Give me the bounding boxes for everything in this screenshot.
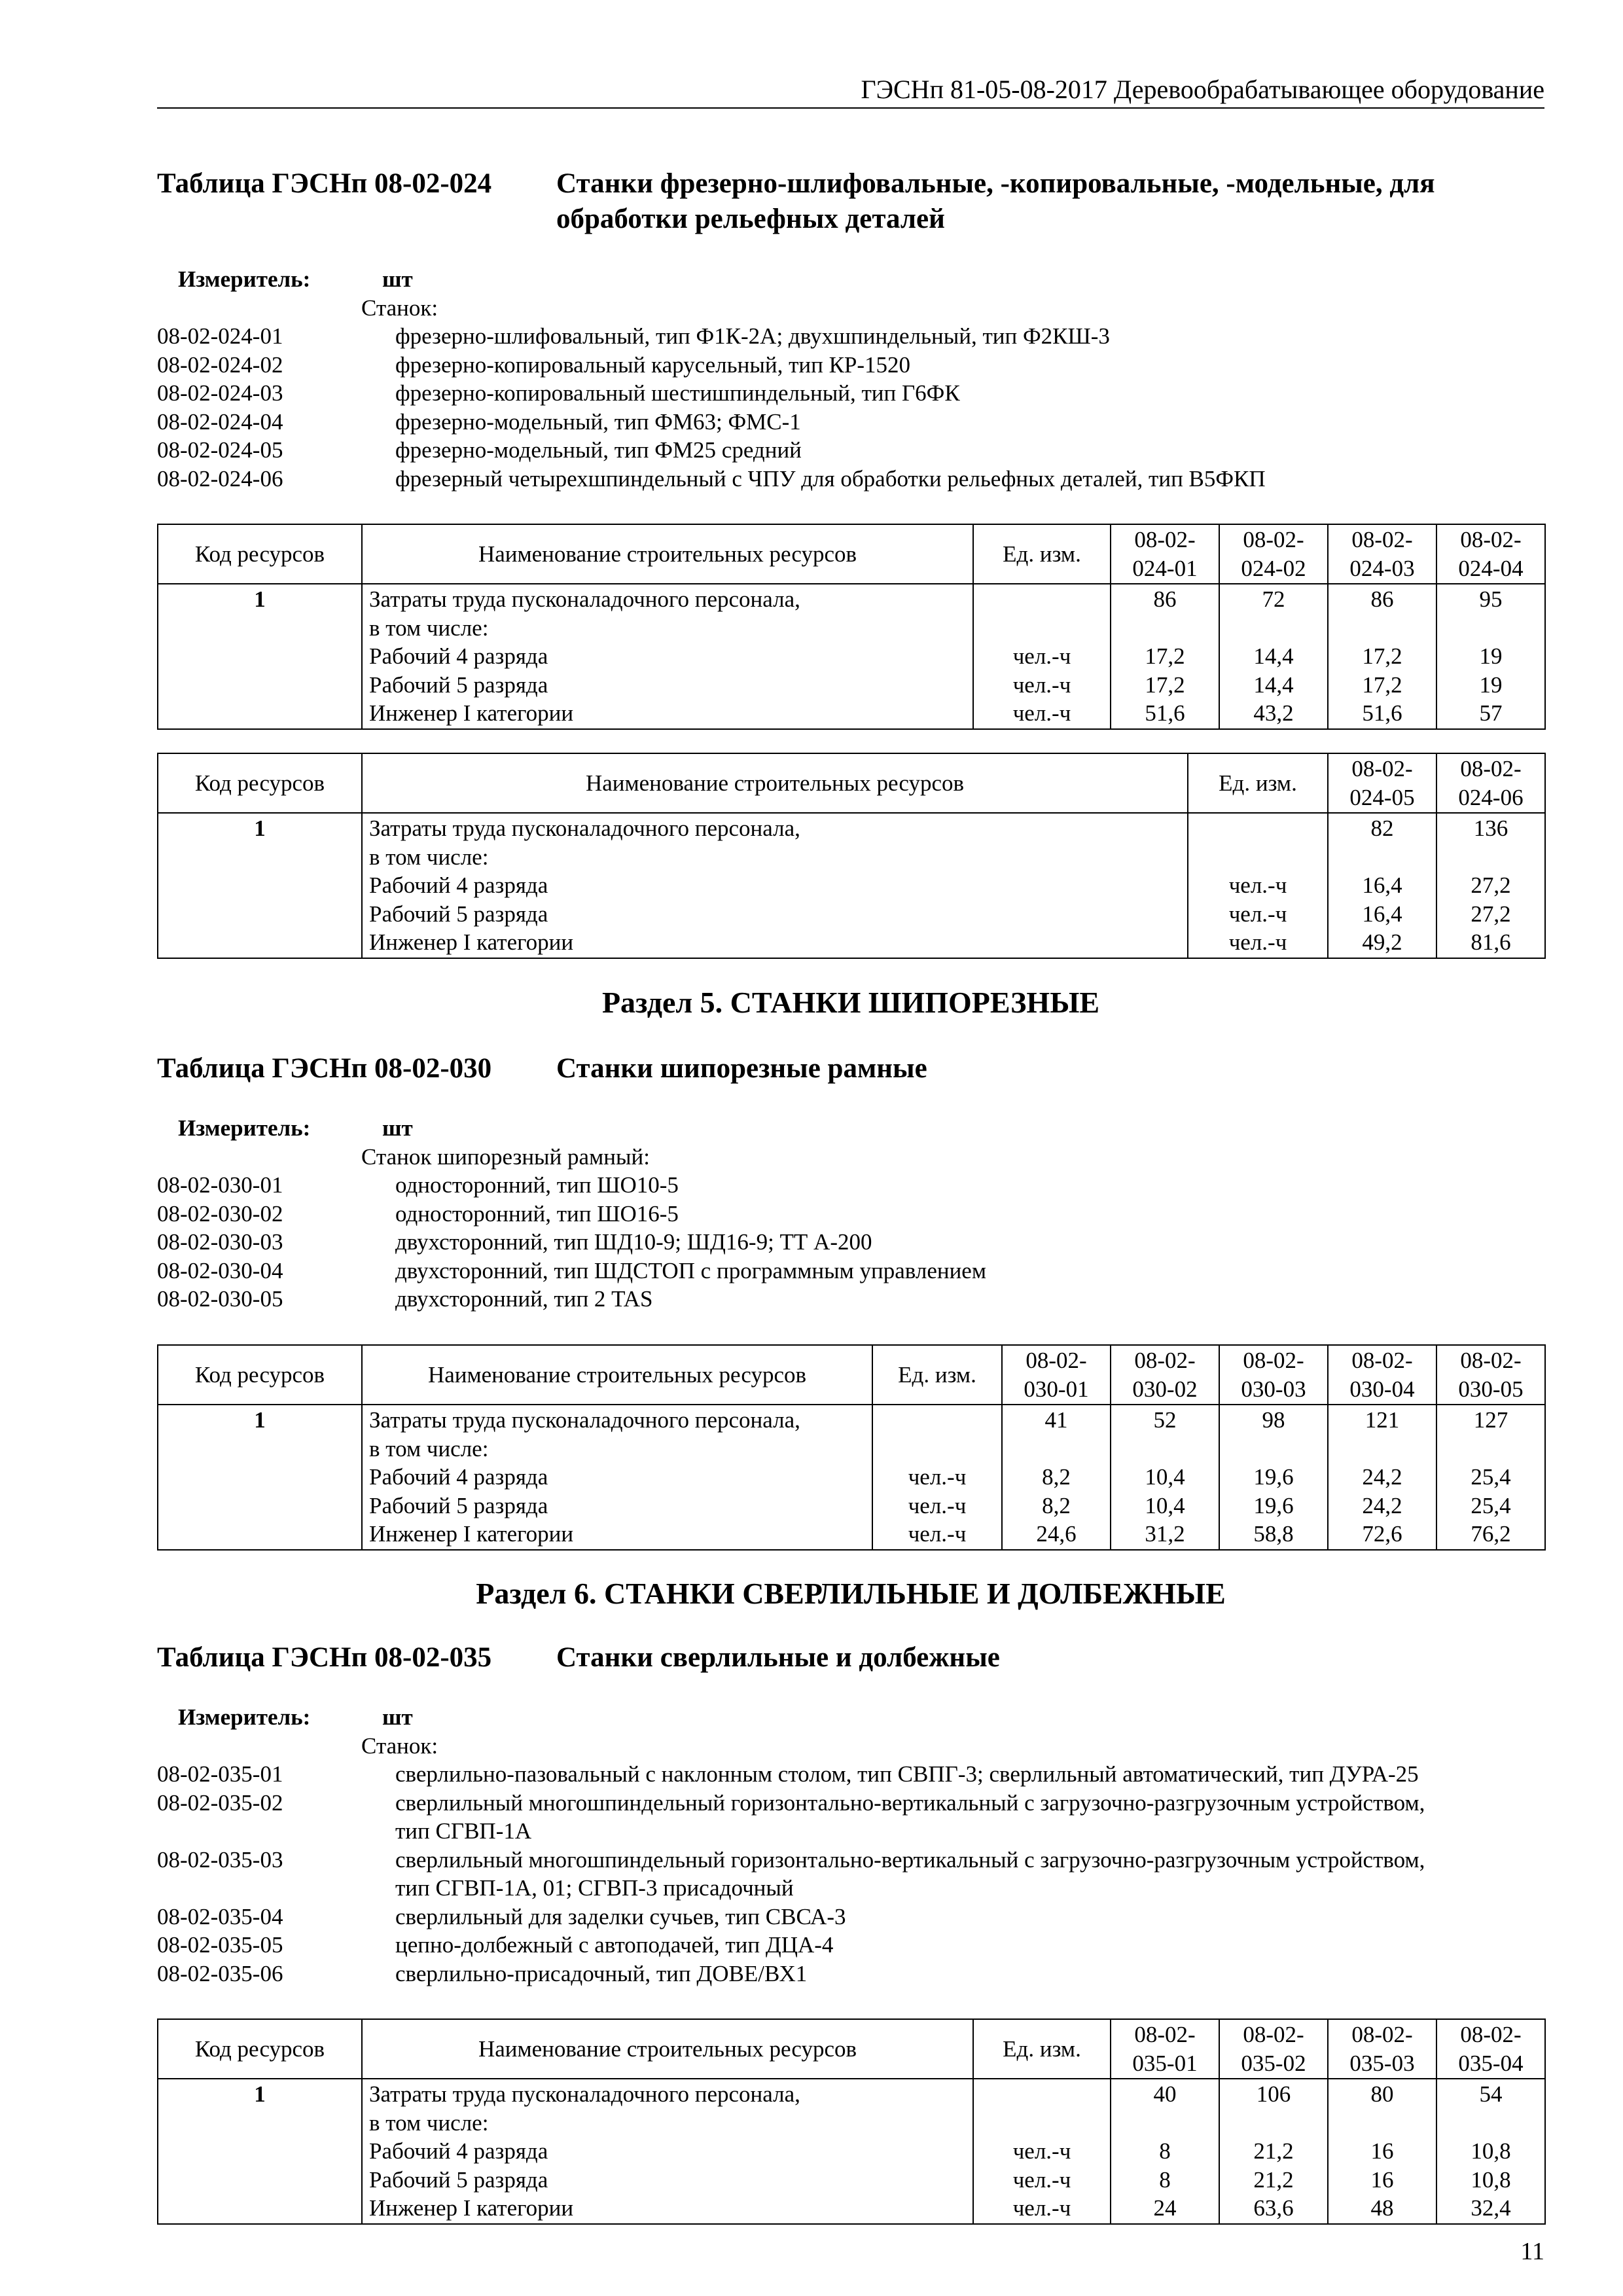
value-cell: 86 17,2 17,2 51,6 [1111, 584, 1219, 729]
table-030-meter [157, 1114, 1544, 1314]
table-row [158, 1405, 1545, 1550]
col-header: 08-02- 030-05 [1436, 1345, 1545, 1405]
col-header: 08-02- 024-01 [1111, 524, 1219, 584]
col-name-header: Наименование строительных ресурсов [362, 524, 973, 584]
col-header: 08-02- 030-01 [1002, 1345, 1111, 1405]
value-cell: 127 25,4 25,4 76,2 [1436, 1405, 1545, 1550]
table-035-title [157, 1640, 1544, 1676]
resource-table-024-a [157, 524, 1544, 730]
value-cell: 136 27,2 27,2 81,6 [1436, 813, 1545, 958]
col-header: 08-02- 024-04 [1436, 524, 1545, 584]
value-cell: 86 17,2 17,2 51,6 [1328, 584, 1436, 729]
meter-intro: Станок шипорезный рамный: [361, 1143, 650, 1170]
col-header: 08-02- 035-01 [1111, 2019, 1219, 2079]
section-5-title: Раздел 5. СТАНКИ ШИПОРЕЗНЫЕ [601, 986, 1100, 1019]
value-cell: 106 21,2 21,2 63,6 [1219, 2079, 1328, 2224]
table-code: Таблица ГЭСНп 08-02-030 [157, 1053, 492, 1084]
col-header: 08-02- 024-02 [1219, 524, 1328, 584]
value-cell: 98 19,6 19,6 58,8 [1219, 1405, 1328, 1550]
resource-unit: чел.-ч чел.-ч чел.-ч [973, 584, 1111, 729]
meter-label: Измеритель: [178, 1115, 311, 1141]
resource-unit: чел.-ч чел.-ч чел.-ч [1188, 813, 1328, 958]
table-name: Станки сверлильные и долбежные [556, 1642, 1000, 1673]
meter-item: 08-02-035-04 сверлильный для заделки сучьев, тип СВСА-3 [157, 1903, 846, 1929]
page-header: ГЭСНп 81-05-08-2017 Деревообрабатывающее оборудование [157, 73, 1544, 109]
resource-code: 1 [158, 584, 362, 729]
col-header: 08-02- 030-02 [1111, 1345, 1219, 1405]
value-cell: 80 16 16 48 [1328, 2079, 1436, 2224]
meter-label: Измеритель: [178, 266, 311, 292]
meter-item: 08-02-024-06 фрезерный четырехшпиндельный с ЧПУ для обработки рельефных деталей, тип В5ФКП [157, 465, 1266, 492]
resource-unit: чел.-ч чел.-ч чел.-ч [872, 1405, 1002, 1550]
resource-table-030 [157, 1344, 1544, 1551]
resource-table-035 [157, 2018, 1544, 2225]
col-unit-header: Ед. изм. [973, 524, 1111, 584]
resource-table-024-b [157, 753, 1544, 959]
value-cell: 82 16,4 16,4 49,2 [1328, 813, 1436, 958]
meter-label: Измеритель: [178, 1704, 311, 1730]
meter-value: шт [382, 266, 413, 292]
meter-item: 08-02-035-06 сверлильно-присадочный, тип ДОВЕ/ВХ1 [157, 1960, 808, 1986]
col-header: 08-02- 024-03 [1328, 524, 1436, 584]
col-unit-header: Ед. изм. [973, 2019, 1111, 2079]
meter-item: 08-02-024-04 фрезерно-модельный, тип ФМ63; ФМС-1 [157, 408, 801, 435]
meter-value: шт [382, 1704, 413, 1730]
meter-item: 08-02-035-05 цепно-долбежный с автоподачей, тип ДЦА-4 [157, 1932, 834, 1958]
meter-item: 08-02-035-03 сверлильный многошпиндельный горизонтально-вертикальный с загрузочно-разгрузочным устройством, [157, 1846, 1425, 1873]
col-header: 08-02- 024-06 [1436, 753, 1545, 813]
meter-item: 08-02-035-01 сверлильно-пазовальный с наклонным столом, тип СВПГ-3; сверлильный автоматический, тип ДУРА-25 [157, 1761, 1419, 1787]
table-row [158, 584, 1545, 729]
col-header: 08-02- 030-03 [1219, 1345, 1328, 1405]
value-cell: 72 14,4 14,4 43,2 [1219, 584, 1328, 729]
table-name: Станки шипорезные рамные [556, 1053, 927, 1084]
table-024-meter [157, 265, 1544, 493]
meter-item: 08-02-030-03 двухсторонний, тип ШД10-9; ШД16-9; ТТ А-200 [157, 1229, 872, 1255]
col-code-header: Код ресурсов [158, 1345, 362, 1405]
meter-intro: Станок: [361, 1732, 438, 1759]
table-code: Таблица ГЭСНп 08-02-024 [157, 168, 492, 199]
resource-code: 1 [158, 2079, 362, 2224]
col-unit-header: Ед. изм. [1188, 753, 1328, 813]
table-row [158, 813, 1545, 958]
meter-item: 08-02-030-05 двухсторонний, тип 2 TAS [157, 1286, 653, 1312]
table-header-row [158, 1345, 1545, 1405]
value-cell: 40 8 8 24 [1111, 2079, 1219, 2224]
meter-item: 08-02-024-03 фрезерно-копировальный шестишпиндельный, тип Г6ФК [157, 380, 960, 406]
value-cell: 121 24,2 24,2 72,6 [1328, 1405, 1436, 1550]
meter-item: 08-02-035-02 сверлильный многошпиндельный горизонтально-вертикальный с загрузочно-разгрузочным устройством, [157, 1789, 1425, 1816]
table-name: Станки фрезерно-шлифовальные, -копировальные, -модельные, для обработки рельефных деталей [556, 168, 1435, 234]
meter-item: 08-02-024-01 фрезерно-шлифовальный, тип Ф1К-2А; двухшпиндельный, тип Ф2КШ-3 [157, 323, 1110, 349]
col-header: 08-02- 030-04 [1328, 1345, 1436, 1405]
meter-item: 08-02-030-02 односторонний, тип ШО16-5 [157, 1200, 679, 1227]
table-header-row [158, 753, 1545, 813]
col-header: 08-02- 024-05 [1328, 753, 1436, 813]
value-cell: 52 10,4 10,4 31,2 [1111, 1405, 1219, 1550]
meter-item-continuation: тип СГВП-1А, 01; СГВП-3 присадочный [395, 1875, 794, 1901]
meter-intro: Станок: [361, 295, 438, 321]
col-header: 08-02- 035-02 [1219, 2019, 1328, 2079]
resource-name: Затраты труда пусконаладочного персонала, в том числе: Рабочий 4 разряда Рабочий 5 разряда Инженер I категории [362, 2079, 973, 2224]
meter-value: шт [382, 1115, 413, 1141]
meter-item: 08-02-024-02 фрезерно-копировальный карусельный, тип КР-1520 [157, 351, 911, 378]
table-030-title [157, 1051, 1544, 1086]
col-unit-header: Ед. изм. [872, 1345, 1002, 1405]
meter-item: 08-02-024-05 фрезерно-модельный, тип ФМ25 средний [157, 437, 802, 463]
meter-item-continuation: тип СГВП-1А [395, 1818, 532, 1844]
table-024-title [157, 166, 1544, 237]
meter-item: 08-02-030-01 односторонний, тип ШО10-5 [157, 1172, 679, 1198]
resource-code: 1 [158, 813, 362, 958]
col-code-header: Код ресурсов [158, 524, 362, 584]
value-cell: 41 8,2 8,2 24,6 [1002, 1405, 1111, 1550]
table-code: Таблица ГЭСНп 08-02-035 [157, 1642, 492, 1673]
section-6-title: Раздел 6. СТАНКИ СВЕРЛИЛЬНЫЕ И ДОЛБЕЖНЫЕ [476, 1577, 1226, 1610]
resource-name: Затраты труда пусконаладочного персонала, в том числе: Рабочий 4 разряда Рабочий 5 разряда Инженер I категории [362, 1405, 872, 1550]
resource-unit: чел.-ч чел.-ч чел.-ч [973, 2079, 1111, 2224]
table-header-row [158, 2019, 1545, 2079]
col-header: 08-02- 035-03 [1328, 2019, 1436, 2079]
table-row [158, 2079, 1545, 2224]
table-035-meter [157, 1703, 1544, 1988]
col-name-header: Наименование строительных ресурсов [362, 753, 1188, 813]
col-code-header: Код ресурсов [158, 753, 362, 813]
col-header: 08-02- 035-04 [1436, 2019, 1545, 2079]
resource-name: Затраты труда пусконаладочного персонала, в том числе: Рабочий 4 разряда Рабочий 5 разряда Инженер I категории [362, 813, 1188, 958]
table-header-row [158, 524, 1545, 584]
col-name-header: Наименование строительных ресурсов [362, 1345, 872, 1405]
col-name-header: Наименование строительных ресурсов [362, 2019, 973, 2079]
value-cell: 54 10,8 10,8 32,4 [1436, 2079, 1545, 2224]
value-cell: 95 19 19 57 [1436, 584, 1545, 729]
meter-item: 08-02-030-04 двухсторонний, тип ШДСТОП с программным управлением [157, 1257, 986, 1283]
page-number: 11 [1520, 2238, 1544, 2265]
resource-name: Затраты труда пусконаладочного персонала, в том числе: Рабочий 4 разряда Рабочий 5 разряда Инженер I категории [362, 584, 973, 729]
resource-code: 1 [158, 1405, 362, 1550]
col-code-header: Код ресурсов [158, 2019, 362, 2079]
